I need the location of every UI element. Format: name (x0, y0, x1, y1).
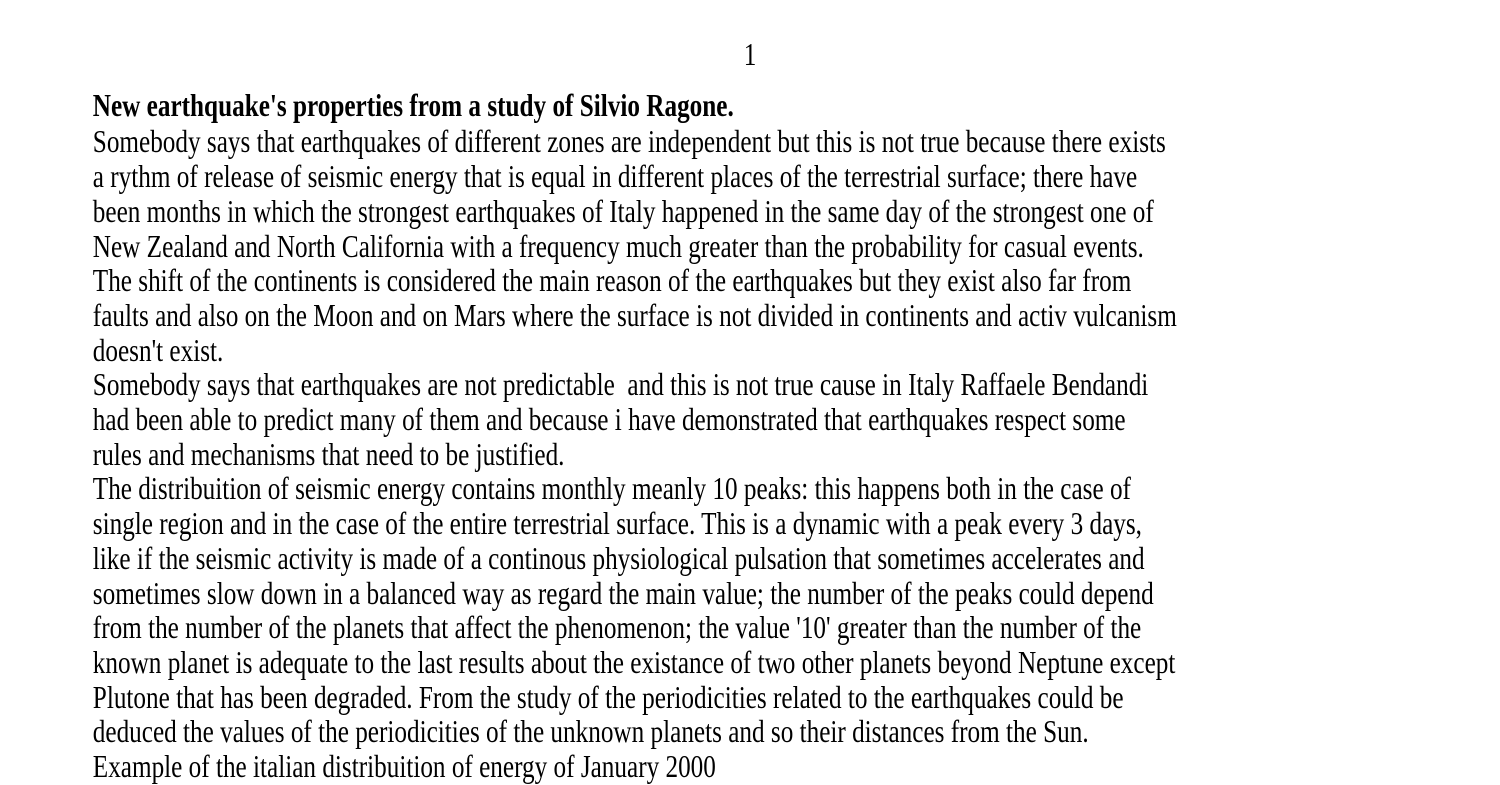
body-text (93, 125, 1407, 784)
text-line: deduced the values of the periodicities of the unknown planets and so their distances from the Sun. (92, 714, 1089, 750)
text-line: single region and in the case of the entire terrestrial surface. This is a dynamic with a peak every 3 days, (92, 506, 1142, 542)
text-line: The shift of the continents is considered the main reason of the earthquakes but they exist also far from (92, 263, 1132, 299)
text-line: Plutone that has been degraded. From the study of the periodicities related to the earthquakes could be (92, 679, 1124, 715)
text-line: from the number of the planets that affect the phenomenon; the value '10' greater than the number of the (92, 610, 1142, 646)
document-heading: New earthquake's properties from a study of Silvio Ragone. (92, 87, 734, 123)
text-line: New Zealand and North California with a frequency much greater than the probability for casual events. (92, 228, 1144, 264)
text-line: The distribuition of seismic energy contains monthly meanly 10 peaks: this happens both in the case of (92, 471, 1131, 507)
text-line: faults and also on the Moon and on Mars where the surface is not divided in continents and activ vulcanism (92, 297, 1177, 333)
text-line: like if the seismic activity is made of a continous physiological pulsation that sometimes accelerates and (92, 540, 1145, 576)
text-line: had been able to predict many of them and because i have demonstrated that earthquakes respect some (92, 402, 1126, 438)
text-line: rules and mechanisms that need to be justified. (92, 436, 565, 472)
text-line: Example of the italian distribuition of energy of January 2000 (92, 749, 716, 785)
text-line: doesn't exist. (92, 332, 224, 368)
text-line: Somebody says that earthquakes are not predictable and this is not true cause in Italy Raffaele Bendandi (92, 367, 1149, 403)
text-line: Somebody says that earthquakes of different zones are independent but this is not true because there exists (92, 124, 1166, 160)
text-line: a rythm of release of seismic energy that is equal in different places of the terrestrial surface; there have (92, 159, 1138, 195)
text-line: been months in which the strongest earthquakes of Italy happened in the same day of the strongest one of (92, 193, 1154, 229)
text-line: known planet is adequate to the last results about the existance of two other planets beyond Neptune except (92, 644, 1176, 680)
page-number: 1 (743, 37, 757, 72)
text-line: sometimes slow down in a balanced way as regard the main value; the number of the peaks could depend (92, 575, 1154, 611)
